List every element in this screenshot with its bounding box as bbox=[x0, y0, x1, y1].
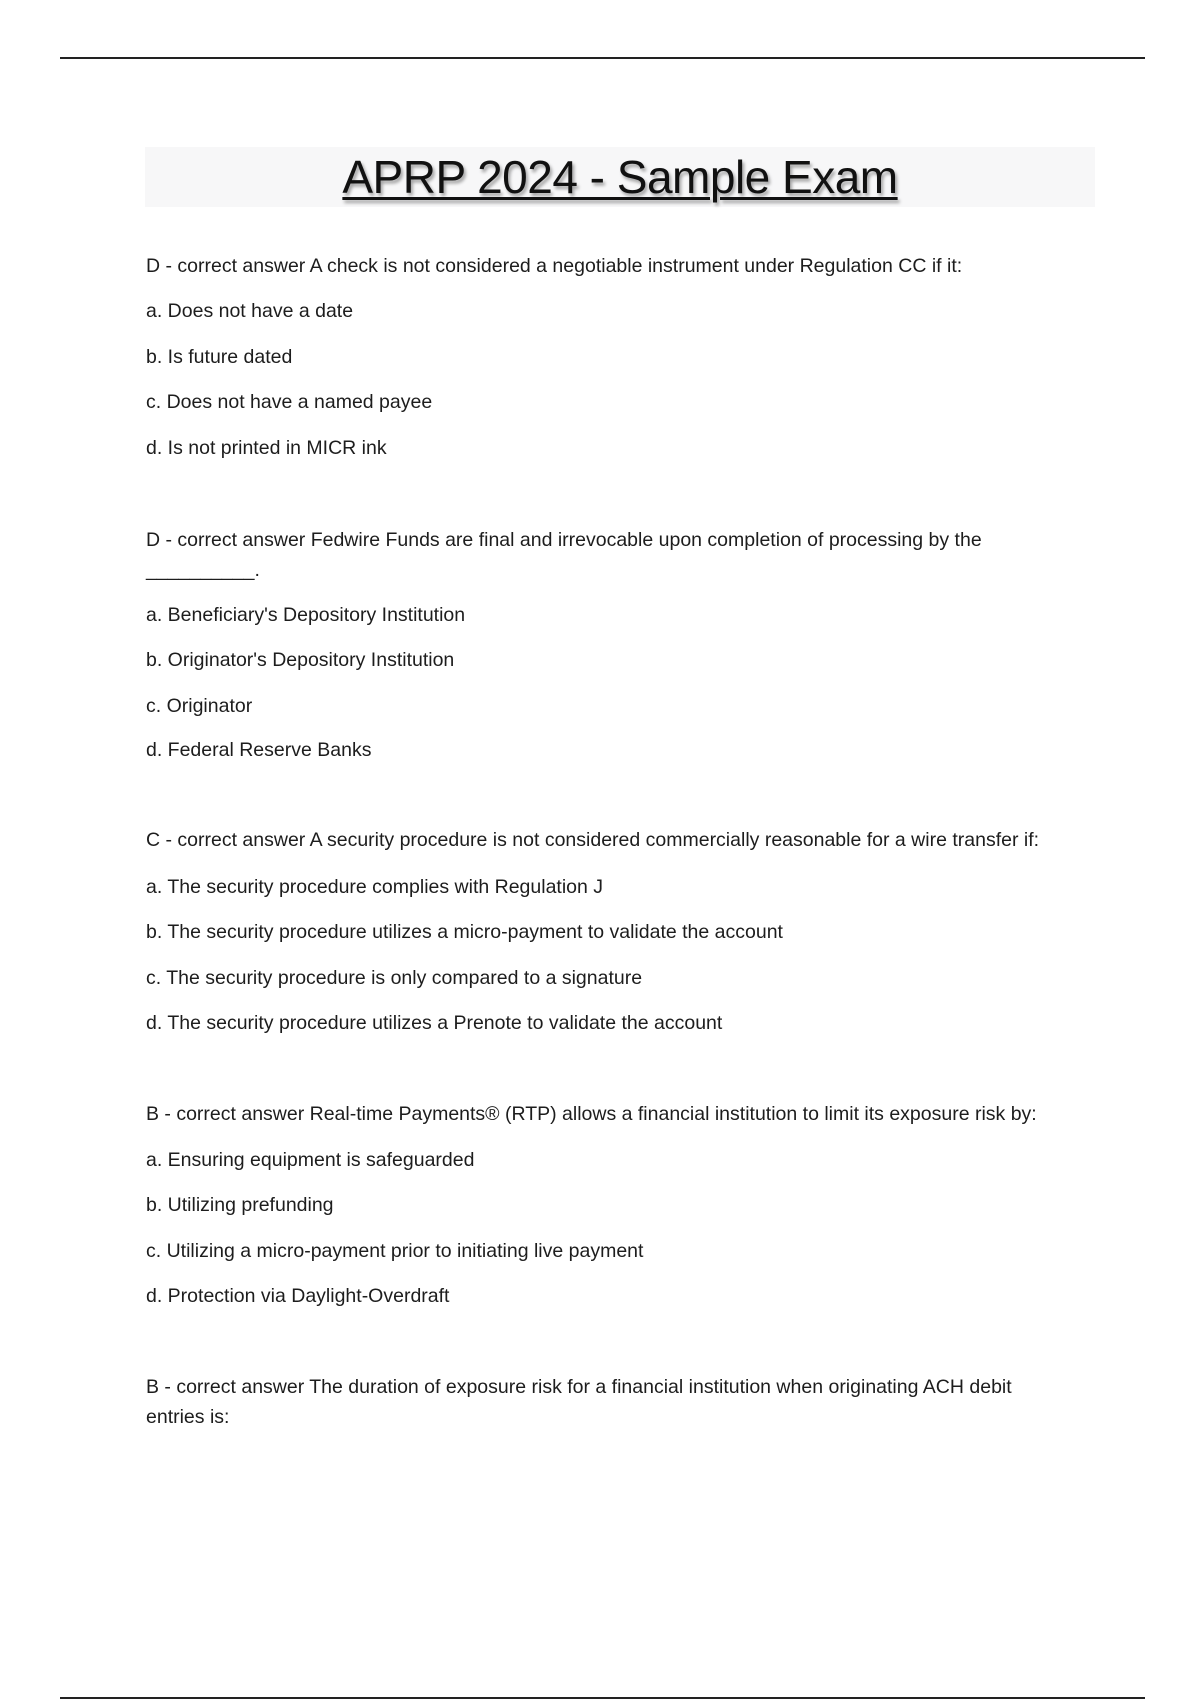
question-5-text: B - correct answer The duration of exposure risk for a financial institution when originating ACH debit bbox=[146, 1376, 1012, 1398]
question-4-option-d: d. Protection via Daylight-Overdraft bbox=[146, 1285, 450, 1307]
question-4-option-c: c. Utilizing a micro-payment prior to initiating live payment bbox=[146, 1240, 644, 1262]
question-3-option-d: d. The security procedure utilizes a Prenote to validate the account bbox=[146, 1012, 723, 1034]
question-2-text-continued: __________. bbox=[146, 559, 260, 581]
page-title: APRP 2024 - Sample Exam bbox=[342, 151, 898, 203]
question-2-option-a: a. Beneficiary's Depository Institution bbox=[146, 604, 466, 626]
question-3-option-c: c. The security procedure is only compared to a signature bbox=[146, 967, 643, 989]
question-2-option-c: c. Originator bbox=[146, 695, 253, 717]
question-1-option-c: c. Does not have a named payee bbox=[146, 391, 433, 413]
question-3-text: C - correct answer A security procedure is not considered commercially reasonable for a wire transfer if: bbox=[146, 829, 1040, 851]
question-3-option-b: b. The security procedure utilizes a micro-payment to validate the account bbox=[146, 921, 783, 943]
question-4-option-b: b. Utilizing prefunding bbox=[146, 1194, 334, 1216]
question-3-option-a: a. The security procedure complies with Regulation J bbox=[146, 876, 604, 898]
question-1-option-a: a. Does not have a date bbox=[146, 300, 354, 322]
question-5-text-continued: entries is: bbox=[146, 1406, 230, 1428]
question-4-option-a: a. Ensuring equipment is safeguarded bbox=[146, 1149, 475, 1171]
top-rule bbox=[60, 57, 1145, 59]
question-2-option-d: d. Federal Reserve Banks bbox=[146, 739, 372, 761]
question-1-option-b: b. Is future dated bbox=[146, 346, 293, 368]
question-4-text: B - correct answer Real-time Payments® (RTP) allows a financial institution to limit its exposure risk by: bbox=[146, 1103, 1037, 1125]
question-1-text: D - correct answer A check is not considered a negotiable instrument under Regulation CC if it: bbox=[146, 255, 963, 277]
question-2-text: D - correct answer Fedwire Funds are final and irrevocable upon completion of processing by the bbox=[146, 529, 982, 551]
question-2-option-b: b. Originator's Depository Institution bbox=[146, 649, 455, 671]
bottom-rule bbox=[60, 1697, 1145, 1699]
title-banner bbox=[145, 147, 1095, 207]
question-1-option-d: d. Is not printed in MICR ink bbox=[146, 437, 387, 459]
